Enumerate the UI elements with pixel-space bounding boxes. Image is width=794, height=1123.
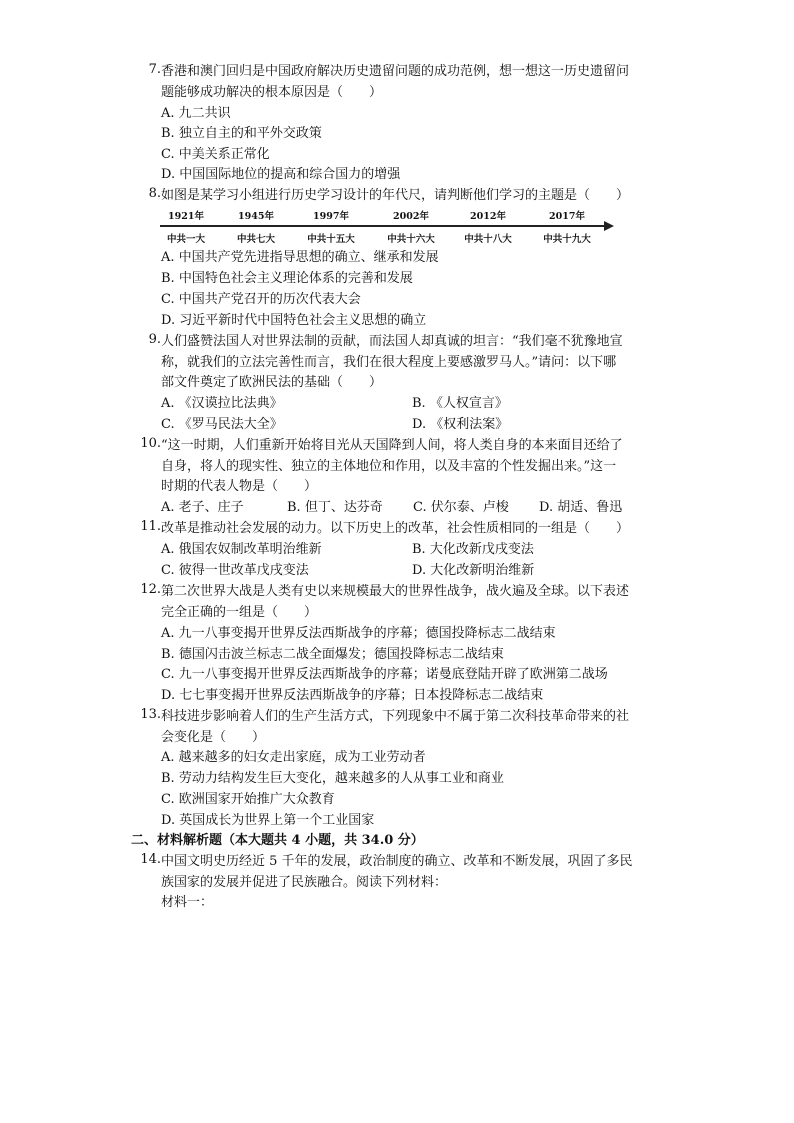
option-d: D. 《权利法案》: [412, 417, 509, 432]
option-d: D. 大化改新明治维新: [412, 563, 535, 578]
timeline-year: 2012年: [470, 211, 506, 222]
timeline-year: 1945年: [238, 211, 274, 222]
question-stem: [161, 332, 671, 394]
option-b: B. 劳动力结构发生巨大变化，越来越多的人从事工业和商业: [161, 771, 504, 786]
stem-line: 族国家的发展并促进了民族融合。阅读下列材料：: [161, 874, 448, 890]
option-a: A. 俄国农奴制改革明治维新: [161, 542, 322, 557]
option-b: B. 但丁、达芬奇: [287, 500, 383, 515]
section-heading: 二、材料解析题（本大题共 4 小题，共 34.0 分）: [131, 833, 424, 848]
stem-line: 如图是某学习小组进行历史学习设计的年代尺，请判断他们学习的主题是（ ）: [161, 188, 630, 203]
stem-line: 中国文明史历经近 5 千年的发展，政治制度的确立、改革和不断发展，巩固了多民: [161, 854, 633, 869]
option-c: C. 中美关系正常化: [161, 147, 270, 162]
option-b: B. 大化改新戊戌变法: [412, 542, 534, 557]
stem-line: 称，就我们的立法完善性而言，我们在很大程度上要感激罗马人。”请问：以下哪: [161, 354, 617, 370]
stem-line: 科技进步影响着人们的生产生活方式，下列现象中不属于第二次科技革命带来的社: [161, 709, 630, 724]
option-a: A. 九二共识: [161, 106, 231, 121]
question-stem: [161, 186, 671, 207]
question-number: 9.: [148, 332, 161, 347]
option-c: C. 伏尔泰、卢梭: [413, 500, 509, 515]
question-stem: [161, 519, 671, 540]
material-label: 材料一：: [161, 895, 214, 910]
stem-line: 人们盛赞法国人对世界法制的贡献，而法国人却真诚的坦言：“我们毫不犹豫地宣: [161, 334, 623, 349]
option-b: B. 德国闪击波兰标志二战全面爆发；德国投降标志二战结束: [161, 647, 504, 662]
timeline-year: 1921年: [168, 211, 204, 222]
stem-line: 自身，将人的现实性、独立的主体地位和作用，以及丰富的个性发掘出来。”这一: [161, 458, 617, 474]
question-stem: [161, 582, 671, 623]
timeline-label: 中共十六大: [387, 234, 435, 245]
question-stem: [161, 62, 671, 103]
option-a: A. 越来越多的妇女走出家庭，成为工业劳动者: [161, 750, 426, 765]
option-c: C. 九一八事变揭开世界反法西斯战争的序幕；诺曼底登陆开辟了欧洲第二战场: [161, 667, 608, 682]
stem-line: 部文件奠定了欧洲民法的基础（ ）: [161, 375, 383, 390]
timeline-axis: [160, 225, 606, 227]
option-a: A. 《汉谟拉比法典》: [161, 396, 283, 411]
option-d: D. 习近平新时代中国特色社会主义思想的确立: [161, 313, 427, 328]
option-b: B. 《人权宣言》: [412, 396, 508, 411]
question-stem: [161, 436, 671, 498]
option-c: C. 中国共产党召开的历次代表大会: [161, 292, 361, 307]
option-b: B. 独立自主的和平外交政策: [161, 126, 322, 141]
timeline-label: 中共一大: [166, 234, 206, 245]
option-c: C. 彼得一世改革戊戌变法: [161, 563, 309, 578]
timeline-label: 中共七大: [236, 234, 276, 245]
timeline-label: 中共十九大: [543, 234, 591, 245]
question-stem: [161, 707, 671, 748]
option-c: C. 欧洲国家开始推广大众教育: [161, 792, 335, 807]
option-a: A. 九一八事变揭开世界反法西斯战争的序幕；德国投降标志二战结束: [161, 626, 556, 641]
option-d: D. 七七事变揭开世界反法西斯战争的序幕；日本投降标志二战结束: [161, 688, 544, 703]
stem-line: 改革是推动社会发展的动力。以下历史上的改革，社会性质相同的一组是（ ）: [161, 521, 630, 536]
timeline-year: 1997年: [313, 211, 349, 222]
question-number: 10.: [140, 436, 161, 451]
question-number: 7.: [148, 62, 161, 77]
stem-line: 会变化是（ ）: [161, 729, 266, 745]
option-d: D. 中国国际地位的提高和综合国力的增强: [161, 167, 401, 182]
question-stem: [161, 852, 671, 914]
timeline-year: 2017年: [549, 211, 585, 222]
question-number: 12.: [140, 582, 161, 597]
stem-line: “这一时期，人们重新开始将目光从天国降到人间，将人类自身的本来面目还给了: [161, 438, 623, 453]
question-number: 8.: [148, 186, 161, 201]
option-a: A. 老子、庄子: [161, 500, 244, 515]
stem-line: 完全正确的一组是（ ）: [161, 604, 318, 620]
timeline-figure: [160, 208, 620, 244]
timeline-arrow-icon: [604, 221, 614, 231]
timeline-year: 2002年: [393, 211, 429, 222]
option-d: D. 胡适、鲁迅: [539, 500, 623, 515]
stem-line: 时期的代表人物是（ ）: [161, 479, 318, 494]
stem-line: 题能够成功解决的根本原因是（ ）: [161, 84, 383, 100]
question-number: 14.: [140, 852, 161, 867]
question-number: 11.: [140, 519, 161, 534]
option-d: D. 英国成长为世界上第一个工业国家: [161, 813, 375, 828]
option-c: C. 《罗马民法大全》: [161, 417, 283, 432]
option-b: B. 中国特色社会主义理论体系的完善和发展: [161, 271, 413, 286]
question-number: 13.: [140, 707, 161, 722]
stem-line: 第二次世界大战是人类有史以来规模最大的世界性战争，战火遍及全球。以下表述: [161, 584, 630, 599]
stem-line: 香港和澳门回归是中国政府解决历史遗留问题的成功范例，想一想这一历史遗留问: [161, 64, 630, 79]
option-a: A. 中国共产党先进指导思想的确立、继承和发展: [161, 250, 439, 265]
timeline-label: 中共十八大: [464, 234, 512, 245]
timeline-label: 中共十五大: [307, 234, 355, 245]
